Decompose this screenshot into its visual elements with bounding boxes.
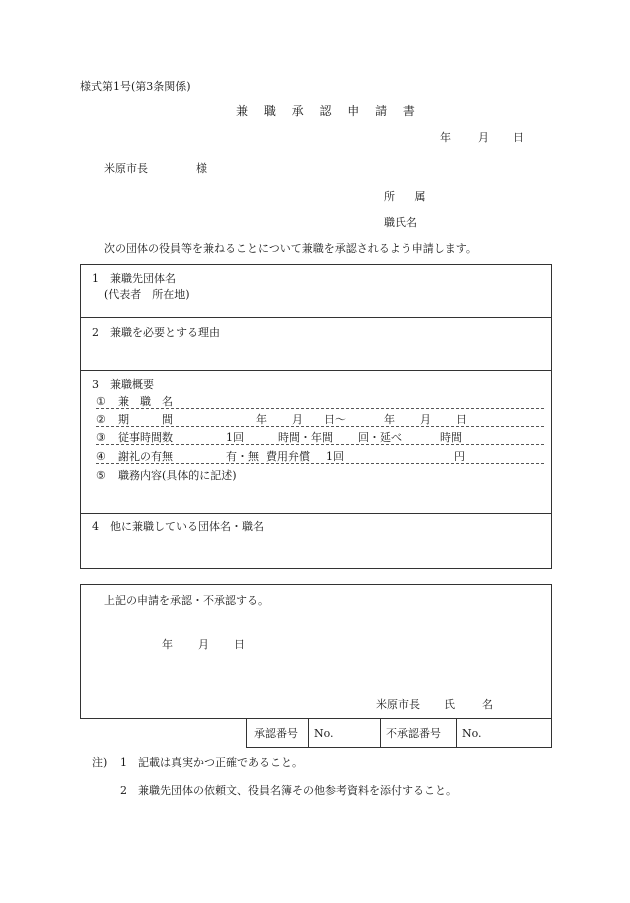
mayor-label: 米原市長 <box>376 698 420 711</box>
row4-yes-no: 有・無 <box>226 450 259 463</box>
section1-label: 1 兼職先団体名 <box>92 272 176 285</box>
section3-label: 3 兼職概要 <box>92 378 154 391</box>
intro-text: 次の団体の役員等を兼ねることについて兼職を承認されるよう申請します。 <box>104 242 477 255</box>
disapproval-number-value: No. <box>462 727 482 740</box>
approval-number-value: No. <box>314 727 334 740</box>
section4-label: 4 他に兼職している団体名・職名 <box>92 520 264 533</box>
row3-line <box>96 444 544 445</box>
page-title: 兼 職 承 認 申 請 書 <box>236 104 421 118</box>
row3-number: ③ <box>96 431 106 444</box>
row2-label: 期 間 <box>118 413 173 426</box>
mayor-name-label: 名 <box>482 698 493 711</box>
row5-label: 職務内容(具体的に記述) <box>118 469 237 482</box>
approval-year-label: 年 <box>162 638 173 651</box>
row1-label: 兼 職 名 <box>118 395 173 408</box>
divider <box>456 718 457 748</box>
row3-hours: 時間 <box>440 431 462 444</box>
note2-text: 兼職先団体の依頼文、役員名簿その他参考資料を添付すること。 <box>138 784 457 797</box>
row2-day1: 日〜 <box>324 413 346 426</box>
date-month-label: 月 <box>478 131 489 144</box>
divider <box>308 718 309 748</box>
row4-number: ④ <box>96 450 106 463</box>
divider <box>80 317 552 318</box>
row3-hours-per-year: 時間・年間 <box>278 431 333 444</box>
divider <box>380 718 381 748</box>
row4-expense: 費用弁償 <box>266 450 310 463</box>
row2-month2: 月 <box>420 413 431 426</box>
note2-number: 2 <box>120 784 127 797</box>
section1-sub: (代表者 所在地) <box>104 288 190 301</box>
section2-label: 2 兼職を必要とする理由 <box>92 326 220 339</box>
row3-once: 1回 <box>226 431 244 444</box>
approval-text: 上記の申請を承認・不承認する。 <box>104 594 269 607</box>
row3-label: 従事時間数 <box>118 431 173 444</box>
row2-month1: 月 <box>292 413 303 426</box>
row2-day2: 日 <box>456 413 467 426</box>
date-year-label: 年 <box>440 131 451 144</box>
divider <box>80 370 552 371</box>
addressee: 米原市長 <box>104 162 148 175</box>
note1-number: 1 <box>120 756 127 769</box>
mayor-surname-label: 氏 <box>444 698 455 711</box>
approval-month-label: 月 <box>198 638 209 651</box>
row4-yen: 円 <box>454 450 465 463</box>
row1-line <box>96 408 544 409</box>
approval-day-label: 日 <box>234 638 245 651</box>
notes-prefix: 注) <box>92 756 108 769</box>
row3-times-total: 回・延べ <box>358 431 402 444</box>
row5-number: ⑤ <box>96 469 106 482</box>
row1-number: ① <box>96 395 106 408</box>
date-day-label: 日 <box>513 131 524 144</box>
name-label: 職氏名 <box>384 216 417 229</box>
row2-year2: 年 <box>384 413 395 426</box>
row4-line <box>96 463 544 464</box>
row2-line <box>96 426 544 427</box>
disapproval-number-label: 不承認番号 <box>386 727 441 740</box>
form-number: 様式第1号(第3条関係) <box>80 80 191 93</box>
divider <box>80 513 552 514</box>
approval-number-label: 承認番号 <box>254 727 298 740</box>
row2-year1: 年 <box>256 413 267 426</box>
row4-once: 1回 <box>326 450 344 463</box>
note1-text: 記載は真実かつ正確であること。 <box>138 756 303 769</box>
affiliation-label: 所 属 <box>384 190 434 203</box>
honorific: 様 <box>196 162 207 175</box>
row4-label: 謝礼の有無 <box>118 450 173 463</box>
row2-number: ② <box>96 413 106 426</box>
